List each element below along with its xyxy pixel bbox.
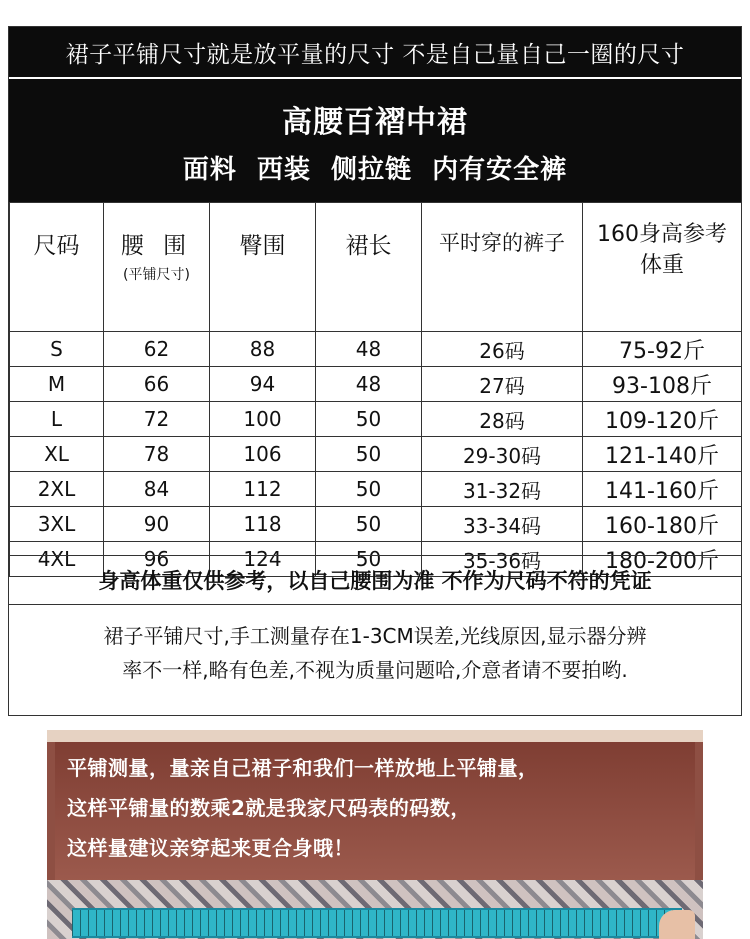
- cell-size: S: [10, 332, 104, 367]
- header-waist: 腰 围 (平铺尺寸): [104, 203, 210, 332]
- measuring-tape-image: [72, 908, 682, 938]
- cell-hip: 100: [210, 402, 316, 437]
- size-chart-sheet: [8, 26, 742, 716]
- cell-weight: 160-180斤: [583, 507, 742, 542]
- disclaimer-line-2: 率不一样,略有色差,不视为质量问题哈,介意者请不要拍哟.: [122, 658, 628, 682]
- cell-length: 48: [316, 367, 422, 402]
- cell-size: 3XL: [10, 507, 104, 542]
- cell-waist: 90: [104, 507, 210, 542]
- cell-pants-size: 26码: [422, 332, 583, 367]
- table-row: [10, 437, 742, 472]
- photo-text-line-1: 平铺测量，量亲自己裙子和我们一样放地上平铺量，: [67, 756, 539, 780]
- cell-hip: 112: [210, 472, 316, 507]
- cell-pants-size: 27码: [422, 367, 583, 402]
- disclaimer-line-1: 裙子平铺尺寸,手工测量存在1-3CM误差,光线原因,显示器分辨: [103, 624, 647, 648]
- cell-weight: 180-200斤: [583, 542, 742, 577]
- product-features: 面料 西装 侧拉链 内有安全裤: [182, 155, 568, 185]
- header-length: 裙长: [316, 203, 422, 332]
- cell-length: 48: [316, 332, 422, 367]
- table-header-row: [10, 203, 742, 332]
- cell-hip: 118: [210, 507, 316, 542]
- header-weight-ref: 160身高参考 体重: [583, 203, 742, 332]
- cell-pants-size: 33-34码: [422, 507, 583, 542]
- cell-hip: 106: [210, 437, 316, 472]
- cell-length: 50: [316, 472, 422, 507]
- cell-weight: 93-108斤: [583, 367, 742, 402]
- product-title: 高腰百褶中裙: [282, 105, 468, 140]
- cell-pants-size: 28码: [422, 402, 583, 437]
- title-block: [9, 79, 741, 202]
- cell-waist: 78: [104, 437, 210, 472]
- photo-frame: [47, 730, 703, 742]
- photo-text-line-3: 这样量建议亲穿起来更合身哦！: [67, 836, 354, 860]
- cell-pants-size: 31-32码: [422, 472, 583, 507]
- banner-text: 裙子平铺尺寸就是放平量的尺寸 不是自己量自己一圈的尺寸: [65, 41, 685, 68]
- photo-text-line-2: 这样平铺量的数乘2就是我家尺码表的码数，: [67, 796, 471, 820]
- table-row: [10, 332, 742, 367]
- cell-pants-size: 29-30码: [422, 437, 583, 472]
- cell-length: 50: [316, 542, 422, 577]
- cell-waist: 62: [104, 332, 210, 367]
- cell-weight: 141-160斤: [583, 472, 742, 507]
- cell-weight: 75-92斤: [583, 332, 742, 367]
- table-row: [10, 472, 742, 507]
- cell-length: 50: [316, 402, 422, 437]
- cell-size: 4XL: [10, 542, 104, 577]
- size-table: [9, 202, 742, 577]
- cell-waist: 66: [104, 367, 210, 402]
- table-row: [10, 507, 742, 542]
- cell-waist: 96: [104, 542, 210, 577]
- cell-hip: 88: [210, 332, 316, 367]
- table-row: [10, 367, 742, 402]
- cell-waist: 84: [104, 472, 210, 507]
- header-pants-size: 平时穿的裤子: [422, 203, 583, 332]
- cell-pants-size: 35-36码: [422, 542, 583, 577]
- measuring-photo: [47, 730, 703, 939]
- cell-weight: 121-140斤: [583, 437, 742, 472]
- header-hip: 臀围: [210, 203, 316, 332]
- cell-waist: 72: [104, 402, 210, 437]
- hand-image: [659, 910, 695, 939]
- header-waist-note: (平铺尺寸): [123, 267, 190, 283]
- reference-note: 身高体重仅供参考，以自己腰围为准 不作为尺码不符的凭证: [9, 555, 741, 605]
- measurement-disclaimer: [9, 619, 741, 687]
- cell-size: 2XL: [10, 472, 104, 507]
- header-size: 尺码: [10, 203, 104, 332]
- cell-hip: 94: [210, 367, 316, 402]
- cell-hip: 124: [210, 542, 316, 577]
- top-banner: [9, 27, 741, 79]
- cell-length: 50: [316, 437, 422, 472]
- cell-size: L: [10, 402, 104, 437]
- table-row: [10, 402, 742, 437]
- cell-length: 50: [316, 507, 422, 542]
- cell-weight: 109-120斤: [583, 402, 742, 437]
- cell-size: XL: [10, 437, 104, 472]
- cell-size: M: [10, 367, 104, 402]
